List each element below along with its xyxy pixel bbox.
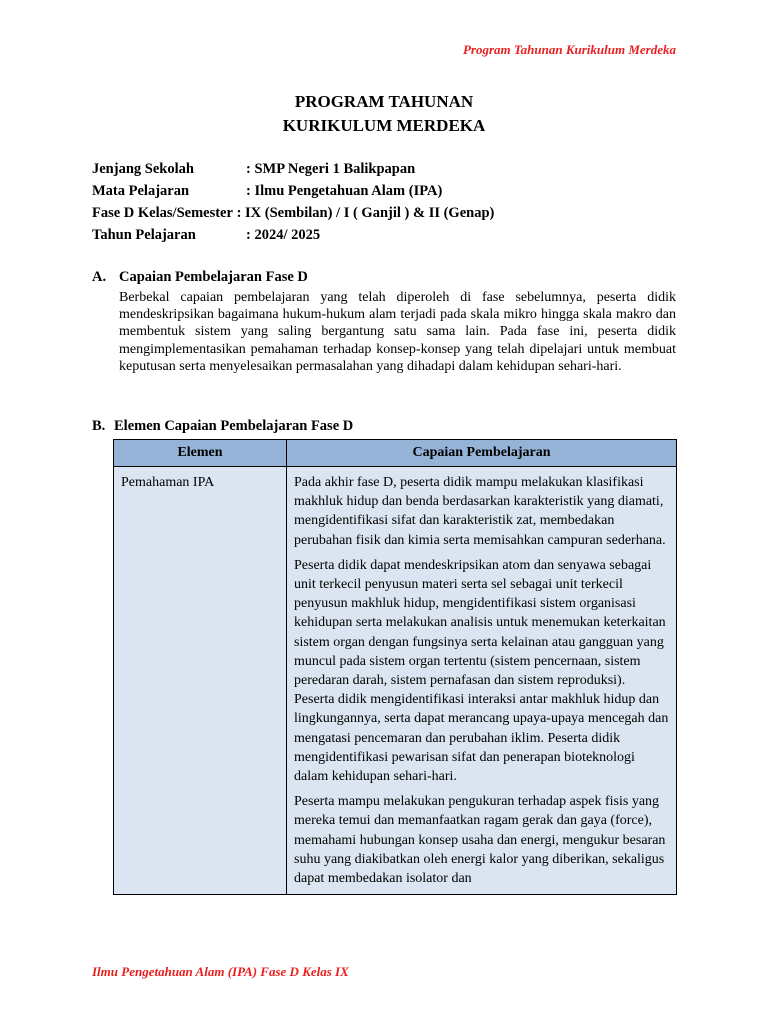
section-a bbox=[92, 267, 676, 375]
title-line-2: KURIKULUM MERDEKA bbox=[282, 116, 486, 135]
achievement-cell bbox=[287, 467, 677, 895]
table-header-element: Elemen bbox=[114, 440, 287, 467]
meta-label: Tahun Pelajaran bbox=[92, 227, 196, 243]
section-number: A. bbox=[92, 269, 107, 285]
meta-row-year bbox=[92, 224, 494, 246]
meta-label: Jenjang Sekolah bbox=[92, 161, 194, 177]
table-row bbox=[114, 467, 677, 895]
meta-label: Fase D Kelas/Semester bbox=[92, 205, 233, 221]
section-title: Capaian Pembelajaran Fase D bbox=[119, 269, 308, 285]
meta-label: Mata Pelajaran bbox=[92, 183, 190, 199]
section-title: Elemen Capaian Pembelajaran Fase D bbox=[114, 418, 354, 434]
meta-value: : IX (Sembilan) / I ( Ganjil ) & II (Genap) bbox=[236, 205, 495, 221]
document-title bbox=[0, 90, 768, 138]
elements-table bbox=[113, 439, 677, 895]
section-b-heading bbox=[92, 416, 676, 436]
meta-row-subject bbox=[92, 180, 494, 202]
identity-block bbox=[92, 158, 494, 246]
table-header-achievement: Capaian Pembelajaran bbox=[287, 440, 677, 467]
footer-note: Ilmu Pengetahuan Alam (IPA) Fase D Kelas IX bbox=[92, 964, 349, 979]
header-note: Program Tahunan Kurikulum Merdeka bbox=[462, 42, 676, 57]
meta-row-school bbox=[92, 158, 494, 180]
meta-value: : Ilmu Pengetahuan Alam (IPA) bbox=[246, 183, 443, 199]
achievement-paragraph: Pada akhir fase D, peserta didik mampu melakukan klasifikasi makhluk hidup dan benda berdasarkan karakteristik yang diamati, mengidentifikasi sifat dan karakteristik zat, membedakan perubahan fisik dan kimia serta memisahkan campuran sederhana. bbox=[294, 475, 666, 548]
element-cell: Pemahaman IPA bbox=[114, 467, 287, 895]
title-line-1: PROGRAM TAHUNAN bbox=[294, 92, 474, 111]
section-b bbox=[92, 416, 676, 436]
section-number: B. bbox=[92, 418, 106, 434]
section-a-heading bbox=[92, 267, 676, 287]
achievement-paragraph: Peserta mampu melakukan pengukuran terhadap aspek fisis yang mereka temui dan memanfaatkan ragam gerak dan gaya (force), memahami hubungan konsep usaha dan energi, mengukur besaran suhu yang diakibatkan oleh energi kalor yang diberikan, sekaligus dapat membedakan isolator dan bbox=[294, 794, 666, 887]
achievement-paragraph: Peserta didik dapat mendeskripsikan atom dan senyawa sebagai unit terkecil penyusun materi serta sel sebagai unit terkecil penyusun makhluk hidup, mengidentifikasi sistem organisasi kehidupan serta melakukan analisis untuk menemukan keterkaitan sistem organ dengan fungsinya serta kelainan atau gangguan yang muncul pada sistem organ tertentu (sistem pencernaan, sistem peredaran darah, sistem pernafasan dan sistem reproduksi). Peserta didik mengidentifikasi interaksi antar makhluk hidup dan lingkungannya, serta dapat merancang upaya-upaya mencegah dan mengatasi pencemaran dan perubahan iklim. Peserta didik mengidentifikasi pewarisan sifat dan penerapan bioteknologi dalam kehidupan sehari-hari. bbox=[294, 557, 669, 785]
meta-row-class bbox=[92, 202, 494, 224]
table-header-row bbox=[114, 440, 677, 467]
meta-value: : SMP Negeri 1 Balikpapan bbox=[246, 161, 416, 177]
meta-value: : 2024/ 2025 bbox=[246, 227, 321, 243]
section-a-paragraph: Berbekal capaian pembelajaran yang telah diperoleh di fase sebelumnya, peserta didik mendeskripsikan bagaimana hukum-hukum alam terjadi pada skala mikro hingga skala makro dan membentuk sistem yang saling bergantung satu sama lain. Pada fase ini, peserta didik mengimplementasikan pemahaman terhadap konsep-konsep yang telah dipelajari untuk membuat keputusan serta menyelesaikan permasalahan yang dihadapi dalam kehidupan sehari-hari. bbox=[119, 290, 676, 374]
